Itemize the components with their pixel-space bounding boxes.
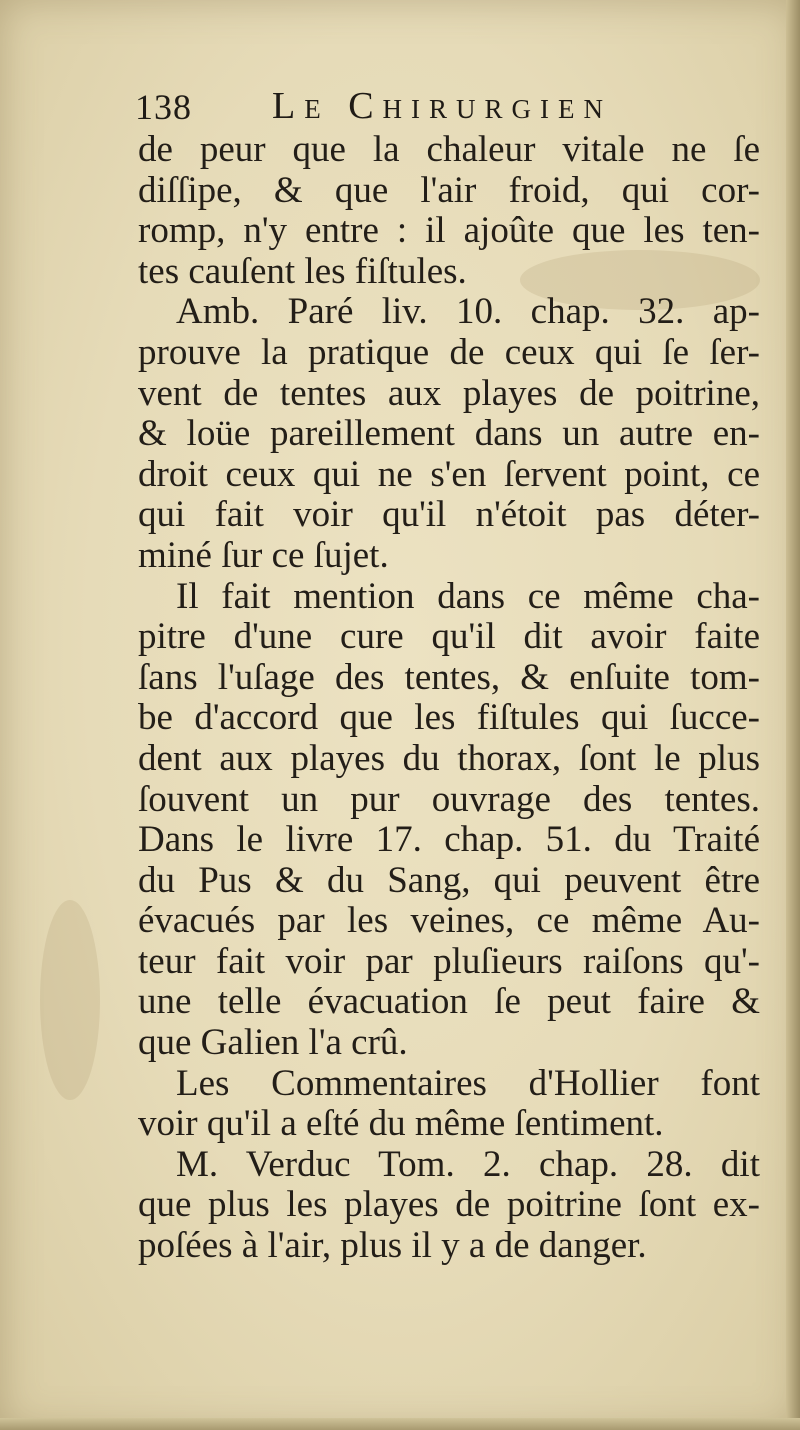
page-edge-bottom [0, 1418, 800, 1430]
text-line: dent aux playes du thorax, ſont le plus [138, 737, 760, 779]
text-line: diſſipe, & que l'air froid, qui cor- [138, 169, 760, 211]
text-line: ſouvent un pur ouvrage des tentes. [138, 778, 760, 820]
text-line: du Pus & du Sang, qui peuvent être [138, 859, 760, 901]
text-line: tes cauſent les fiſtules. [138, 250, 467, 292]
text-line: be d'accord que les fiſtules qui ſucce- [138, 697, 760, 739]
text-line: Dans le livre 17. chap. 51. du Traité [138, 819, 760, 861]
running-head [135, 84, 755, 134]
text-line: pitre d'une cure qu'il dit avoir faite [138, 616, 760, 658]
text-line: qui fait voir qu'il n'étoit pas déter- [138, 494, 760, 536]
text-line: voir qu'il a eſté du même ſentiment. [138, 1103, 664, 1145]
text-line: prouve la pratique de ceux qui ſe ſer- [138, 331, 760, 373]
text-line: que Galien l'a crû. [138, 1022, 408, 1064]
text-line: évacués par les veines, ce même Au- [138, 900, 760, 942]
text-line: ſans l'uſage des tentes, & enſuite tom- [138, 656, 760, 698]
text-line: vent de tentes aux playes de poitrine, [138, 372, 760, 414]
text-line: que plus les playes de poitrine ſont ex- [138, 1184, 760, 1226]
paragraph-start-line: Il fait mention dans ce même cha- [176, 575, 760, 617]
text-line: teur fait voir par pluſieurs raiſons qu'- [138, 940, 760, 982]
text-line: & loüe pareillement dans un autre en- [138, 413, 760, 455]
text-line: une telle évacuation ſe peut faire & [138, 981, 760, 1023]
page-edge-right [786, 0, 800, 1430]
body-text [138, 130, 760, 1267]
text-line: droit ceux qui ne s'en ſervent point, ce [138, 453, 760, 495]
text-line: romp, n'y entre : il ajoûte que les ten- [138, 210, 760, 252]
text-line: de peur que la chaleur vitale ne ſe [138, 129, 760, 170]
text-line: poſées à l'air, plus il y a de danger. [138, 1225, 647, 1267]
paper-stain [40, 900, 100, 1100]
text-line: miné ſur ce ſujet. [138, 534, 389, 576]
paragraph-start-line: Les Commentaires d'Hollier font [176, 1062, 760, 1104]
paragraph-start-line: M. Verduc Tom. 2. chap. 28. dit [176, 1143, 760, 1185]
running-title: Le Chirurgien [272, 85, 613, 127]
paragraph-start-line: Amb. Paré liv. 10. chap. 32. ap- [176, 291, 760, 333]
page-number: 138 [135, 87, 192, 127]
